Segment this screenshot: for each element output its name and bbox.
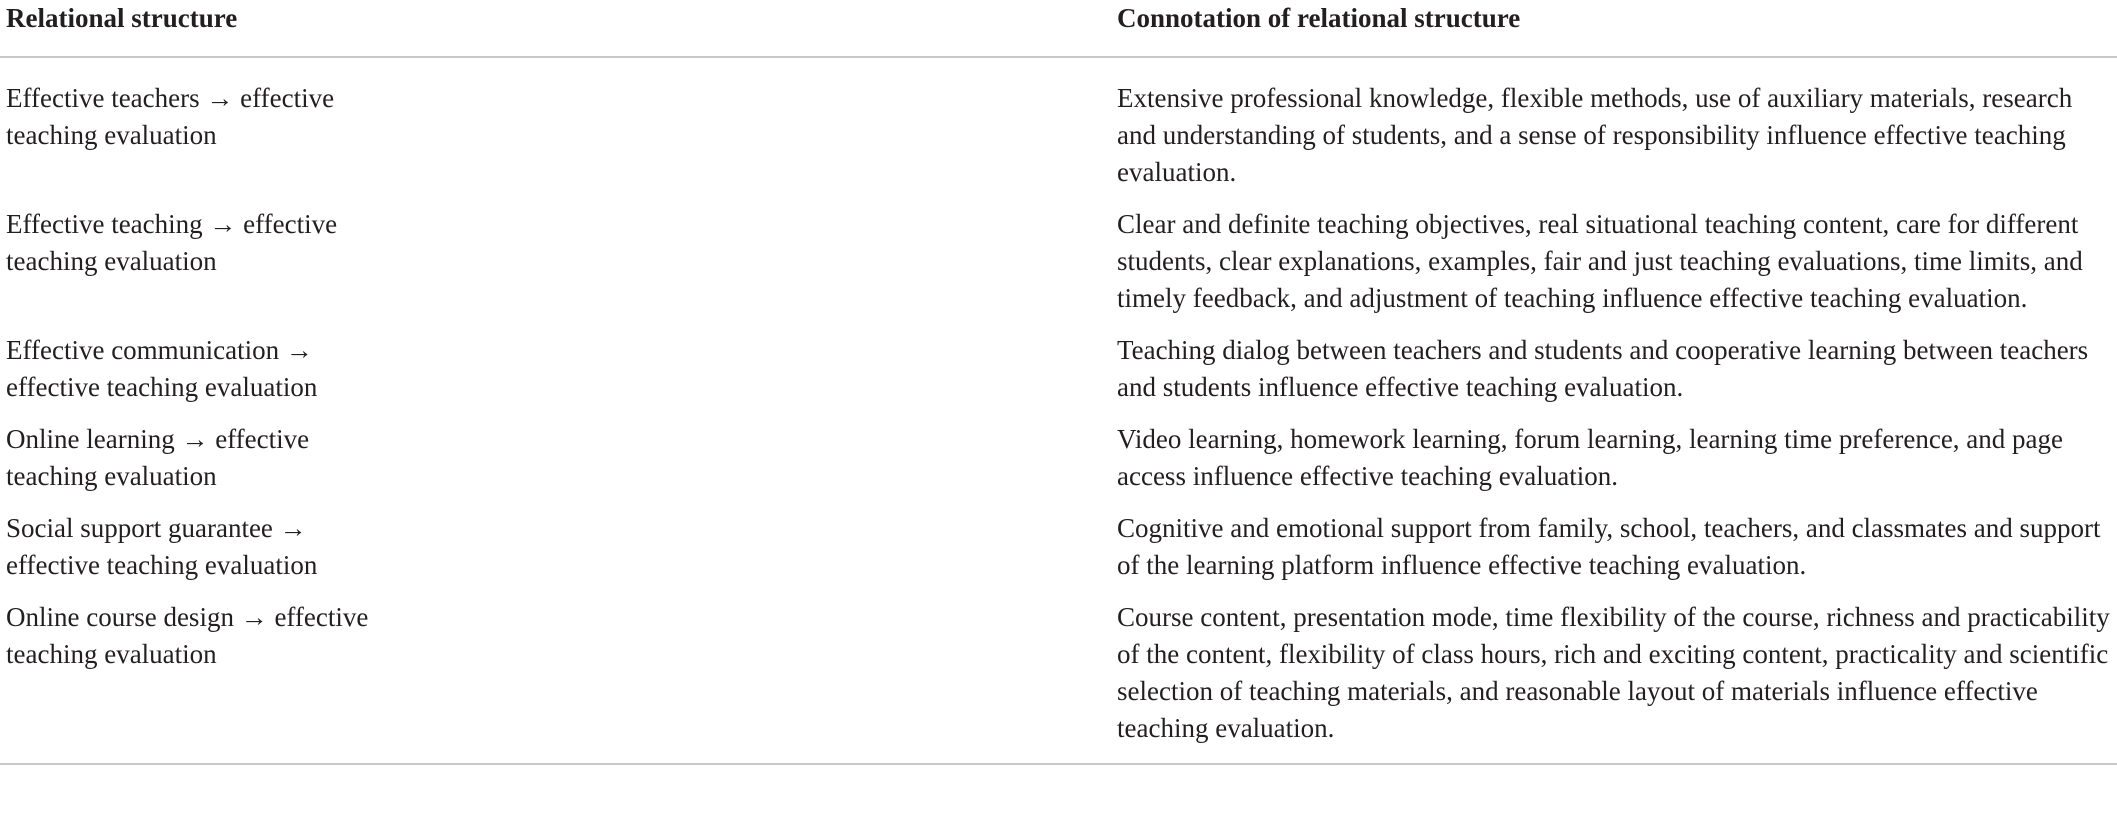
connotation-cell [1117,414,2117,503]
connotation-text: Teaching dialog between teachers and students and cooperative learning between teachers and students influence effective teaching evaluation. [1117,335,2089,402]
relation-cell [0,592,1117,764]
connotation-cell [1117,503,2117,592]
connotation-text: Cognitive and emotional support from family, school, teachers, and classmates and support of the learning platform influence effective teaching evaluation. [1117,513,2101,580]
relation-text: Effective teachers → effective teaching evaluation [6,83,335,150]
table-row [0,325,2117,414]
connotation-text: Clear and definite teaching objectives, real situational teaching content, care for different students, clear explanations, examples, fair and just teaching evaluations, time limits, and timely feedback, and adjustment of teaching influence effective teaching evaluation. [1117,209,2083,313]
table-body [0,57,2117,764]
relation-cell [0,503,1117,592]
table-row [0,57,2117,199]
table-row [0,503,2117,592]
relation-cell [0,414,1117,503]
table-header [0,0,2117,57]
table-row [0,414,2117,503]
header-row [0,0,2117,57]
connotation-text: Extensive professional knowledge, flexible methods, use of auxiliary materials, research and understanding of students, and a sense of responsibility influence effective teaching evaluation. [1117,83,2073,187]
connotation-cell [1117,199,2117,325]
header-relational-structure: Relational structure [6,3,238,33]
relation-cell [0,325,1117,414]
table-row [0,199,2117,325]
relation-cell [0,199,1117,325]
header-connotation: Connotation of relational structure [1117,3,1521,33]
connotation-cell [1117,325,2117,414]
relation-text: Effective communication → effective teaching evaluation [6,335,318,402]
relation-text: Social support guarantee → effective teaching evaluation [6,513,318,580]
connotation-cell [1117,592,2117,764]
relation-cell [0,57,1117,199]
relation-text: Online course design → effective teaching evaluation [6,602,369,669]
table-row [0,592,2117,764]
relation-text: Online learning → effective teaching evaluation [6,424,310,491]
connotation-text: Course content, presentation mode, time flexibility of the course, richness and practicability of the content, flexibility of class hours, rich and exciting content, practicality and scientific selection of teaching materials, and reasonable layout of materials influence effective teaching evaluation. [1117,602,2110,743]
relation-text: Effective teaching → effective teaching evaluation [6,209,338,276]
connotation-cell [1117,57,2117,199]
connotation-text: Video learning, homework learning, forum learning, learning time preference, and page access influence effective teaching evaluation. [1117,424,2064,491]
